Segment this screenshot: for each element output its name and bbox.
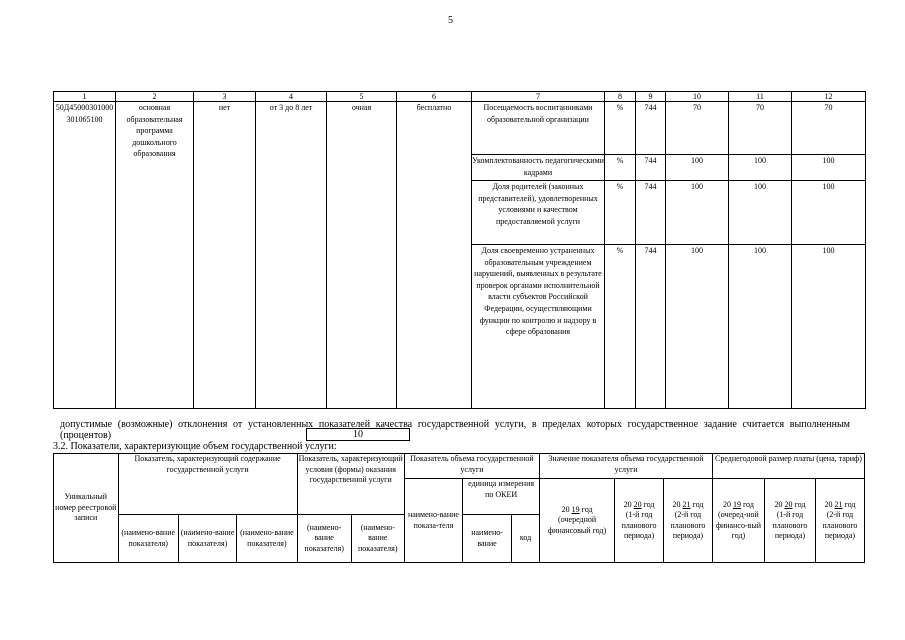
- indicator-value-2019: 100: [666, 181, 729, 245]
- service-content-2: нет: [194, 102, 256, 409]
- indicator-value-2020: 70: [729, 102, 792, 155]
- header-registry: Уникальный номер реестровой записи: [54, 454, 119, 563]
- service-condition-2: бесплатно: [397, 102, 472, 409]
- column-number: 2: [116, 92, 194, 102]
- indicator-unit: %: [605, 181, 636, 245]
- indicator-value-2020: 100: [729, 155, 792, 181]
- indicator-okei: 744: [636, 245, 666, 409]
- service-content-3: от 3 до 8 лет: [256, 102, 327, 409]
- indicator-okei: 744: [636, 102, 666, 155]
- column-number: 3: [194, 92, 256, 102]
- header-price-2021: 20 21 год (2-й год планового периода): [815, 479, 864, 563]
- indicator-value-2019: 100: [666, 155, 729, 181]
- indicator-value-2021: 100: [792, 155, 866, 181]
- header-unit-name: наимено-вание: [463, 515, 512, 563]
- column-number-row: [54, 92, 866, 102]
- service-condition-1: очная: [327, 102, 397, 409]
- deviation-value: 10: [306, 428, 410, 441]
- indicator-name: Посещаемость воспитанниками образовательной организации: [472, 102, 605, 155]
- column-number: 12: [792, 92, 866, 102]
- volume-indicators-table: [53, 453, 865, 563]
- indicator-name: Укомплектованность педагогическими кадрами: [472, 155, 605, 181]
- column-number: 7: [472, 92, 605, 102]
- indicator-name: Доля своевременно устраненных образовательным учреждением нарушений, выявленных в результате проверок органами исполнительной власти субъектов Российской Федерации, осуществляющими функции по контролю и надзору в сфере образования: [472, 245, 605, 409]
- column-number: 4: [256, 92, 327, 102]
- header-unit: единица измерения по ОКЕИ: [463, 479, 540, 515]
- column-number: 9: [636, 92, 666, 102]
- header-value: Значение показателя объема государственной услуги: [540, 454, 713, 479]
- header-content: Показатель, характеризующий содержание государственной услуги: [118, 454, 297, 515]
- header-year-2021: 20 21 год (2-й год планового периода): [663, 479, 712, 563]
- header-price-2020: 20 20 год (1-й год планового периода): [764, 479, 815, 563]
- registry-number: 50Д45000301000301065100: [54, 102, 116, 409]
- indicator-name: Доля родителей (законных представителей), удовлетворенных условиями и качеством предоставляемой услуги: [472, 181, 605, 245]
- indicator-value-2020: 100: [729, 181, 792, 245]
- header-year-2020: 20 20 год (1-й год планового периода): [615, 479, 664, 563]
- service-content-1: основная образовательная программа дошкольного образования: [116, 102, 194, 409]
- page-number: 5: [448, 15, 453, 26]
- column-number: 10: [666, 92, 729, 102]
- column-number: 1: [54, 92, 116, 102]
- indicator-value-2019: 70: [666, 102, 729, 155]
- indicator-value-2021: 70: [792, 102, 866, 155]
- sub-indicator-name: (наимено-вание показателя): [237, 515, 297, 563]
- column-number: 5: [327, 92, 397, 102]
- header-volume: Показатель объема государственной услуги: [404, 454, 539, 479]
- column-number: 8: [605, 92, 636, 102]
- header-price-2019: 20 19 год (очеред-ной финансо-вый год): [712, 479, 764, 563]
- indicator-okei: 744: [636, 155, 666, 181]
- indicator-value-2019: 100: [666, 245, 729, 409]
- deviation-text: допустимые (возможные) отклонения от установленных показателей качества государственной услуги, в пределах которых государственное задание считается выполненным (процентов): [60, 419, 850, 441]
- indicator-value-2021: 100: [792, 245, 866, 409]
- sub-indicator-name: (наимено-вание показателя): [118, 515, 178, 563]
- sub-indicator-name: (наимено-вание показателя): [297, 515, 351, 563]
- indicator-unit: %: [605, 155, 636, 181]
- indicator-value-2021: 100: [792, 181, 866, 245]
- indicator-row: [54, 102, 866, 155]
- header-conditions: Показатель, характеризующий условия (формы) оказания государственной услуги: [297, 454, 404, 515]
- header-volume-name: наимено-вание показа-теля: [404, 479, 462, 563]
- header-year-2019: 20 19 год (очередной финансовый год): [540, 479, 615, 563]
- column-number: 6: [397, 92, 472, 102]
- column-number: 11: [729, 92, 792, 102]
- indicator-okei: 744: [636, 181, 666, 245]
- indicator-value-2020: 100: [729, 245, 792, 409]
- header-price: Среднегодовой размер платы (цена, тариф): [712, 454, 864, 479]
- sub-indicator-name: (наимено-вание показателя): [178, 515, 236, 563]
- sub-indicator-name: (наимено-вание показателя): [351, 515, 404, 563]
- header-unit-code: код: [512, 515, 540, 563]
- quality-indicators-table: [53, 91, 866, 409]
- indicator-unit: %: [605, 245, 636, 409]
- indicator-unit: %: [605, 102, 636, 155]
- section-3-2-title: 3.2. Показатели, характеризующие объем государственной услуги:: [53, 441, 337, 452]
